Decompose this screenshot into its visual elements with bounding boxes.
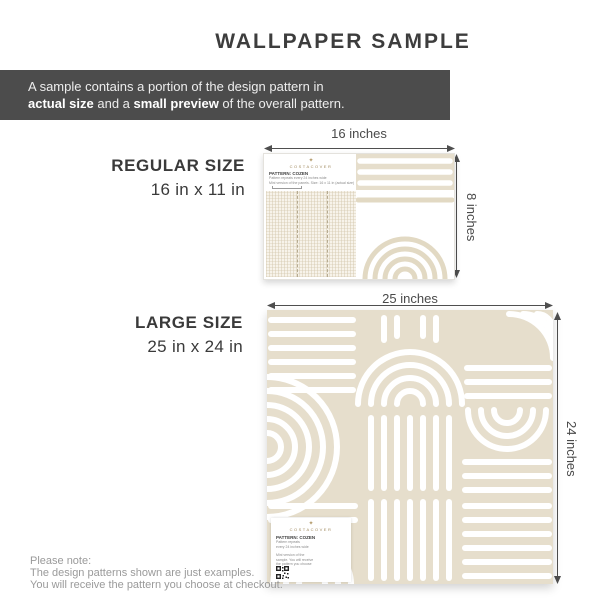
regular-width-label: 16 inches xyxy=(331,126,387,141)
regular-sample-texts xyxy=(269,171,355,185)
large-size-name: LARGE SIZE xyxy=(134,313,243,332)
regular-sample-info-panel xyxy=(264,154,358,279)
pattern-info-line: every 24 inches wide xyxy=(276,544,309,549)
regular-height-label: 8 inches xyxy=(464,192,479,242)
actual-size-pattern-svg xyxy=(356,154,454,279)
banner-bold-actual-size: actual size xyxy=(28,96,94,111)
brand-logo xyxy=(271,521,351,532)
info-banner xyxy=(0,70,450,120)
pattern-info-line: Pattern repeats xyxy=(276,540,300,544)
fold-line xyxy=(327,191,328,277)
regular-width-arrow xyxy=(264,144,455,153)
regular-sample-image xyxy=(263,153,455,280)
brand-ornament-icon: ✦ xyxy=(308,521,314,527)
pattern-name: PATTERN: COZEN xyxy=(276,535,316,540)
repeat-measure-mark xyxy=(272,186,302,189)
fold-line xyxy=(297,191,298,277)
brand-name: COSTACOVER xyxy=(289,527,333,532)
large-height-label: 24 inches xyxy=(564,420,579,477)
mini-pattern-preview xyxy=(266,191,357,277)
brand-name: COSTACOVER xyxy=(289,164,333,169)
large-height-arrow xyxy=(553,312,562,584)
large-size-dimensions: 25 in x 24 in xyxy=(147,337,243,356)
footnote-line: Please note: xyxy=(30,555,92,567)
large-width-arrow xyxy=(267,301,553,310)
footnote xyxy=(30,555,283,591)
large-width-label: 25 inches xyxy=(382,291,438,306)
pattern-info-line: sample. You will receive xyxy=(276,557,314,562)
banner-line-1: A sample contains a portion of the design pattern in xyxy=(28,79,324,94)
pattern-name: PATTERN: COZEN xyxy=(269,171,309,176)
pattern-info-line: Pattern repeats every 24 inches wide xyxy=(269,176,327,180)
regular-size-heading xyxy=(0,156,245,200)
regular-size-name: REGULAR SIZE xyxy=(111,156,245,175)
banner-line-2: actual size and a small preview of the overall pattern. xyxy=(28,96,345,111)
pattern-info-line: the pattern you choose xyxy=(276,562,312,566)
pattern-info-line: Mini version of the xyxy=(276,553,305,557)
large-label-texts xyxy=(276,535,348,567)
brand-ornament-icon: ✦ xyxy=(308,158,314,164)
footnote-line: You will receive the pattern you choose at checkout. xyxy=(30,579,283,591)
large-sample-image xyxy=(267,310,553,584)
regular-size-dimensions: 16 in x 11 in xyxy=(150,180,245,199)
page-title: WALLPAPER SAMPLE xyxy=(215,30,471,53)
banner-bold-small-preview: small preview xyxy=(133,96,219,111)
pattern-info-line: Mini version of the panels. Size: 16 x 11 in (actual size) xyxy=(269,180,355,185)
footnote-line: The design patterns shown are just examples. xyxy=(30,567,255,579)
brand-logo xyxy=(264,158,358,169)
large-sample-info-label xyxy=(271,518,351,582)
large-size-heading xyxy=(0,313,243,357)
